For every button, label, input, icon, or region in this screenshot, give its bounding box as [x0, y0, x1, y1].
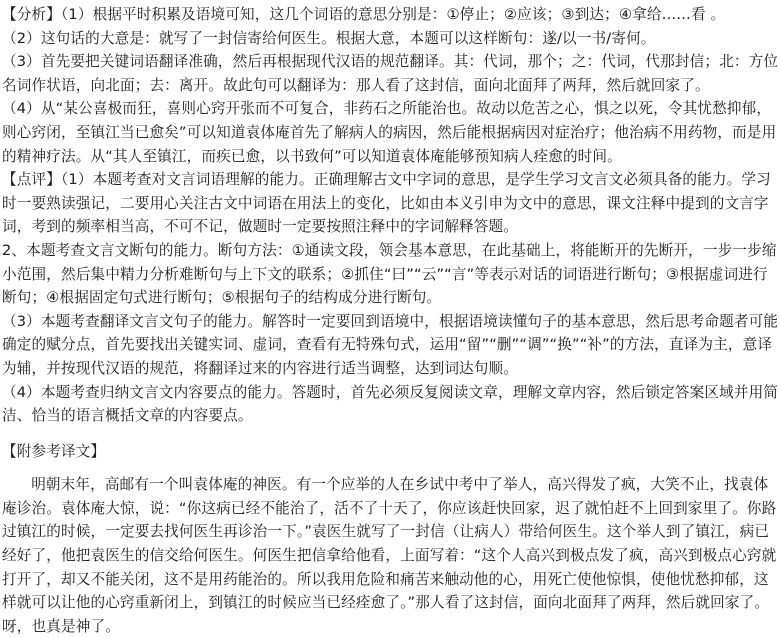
comment-paragraph-4: （4）本题考查归纳文言文内容要点的能力。答题时，首先必须反复阅读文章，理解文章内容，然后锁定答案区域并用简洁、恰当的语言概括文章的内容要点。 — [2, 383, 779, 425]
comment-paragraph-3: （3）本题考查翻译文言文句子的能力。解答时一定要回到语境中，根据语境读懂句子的基本意思，然后思考命题者可能确定的赋分点，首先要找出关键实词、虚词，查看有无特殊句式，运用“留”“删”“调”“换”“补”的方法，直译为主，意译为辅，并按现代汉语的规范，将翻译过来的内容进行适当调整，达到词达句顺。 — [2, 312, 779, 377]
comment-paragraph-2: 2、本题考查文言文断句的能力。断句方法：①通读文段，领会基本意思，在此基础上，将能断开的先断开，一步一步缩小范围，然后集中精力分析难断句与上下文的联系；②抓住“曰”“云”“言”等表示对话的词语进行断句；③根据虚词进行断句；④根据固定句式进行断句；⑤根据句子的结构成分进行断句。 — [2, 241, 777, 307]
analysis-paragraph-1: 【分析】（1）根据平时积累及语境可知，这几个词语的意思分别是：①停止；②应该；③到达；④拿给……看 。 — [2, 6, 726, 23]
analysis-paragraph-3: （3）首先要把关键词语翻译准确，然后再根据现代汉语的规范翻译。其：代词，那个；之：代词，代那封信；北：方位名词作状语，向北面；去：离开。故此句可以翻译为：那人看了这封信，面向北面拜了两拜，然后就回家了。 — [2, 53, 779, 94]
analysis-paragraph-2: （2）这句话的大意是：就写了一封信寄给何医生。根据大意，本题可以这样断句：遂/以一书/寄何。 — [2, 29, 656, 47]
heading-spacer — [2, 463, 780, 473]
translation-body: 明朝末年，高邮有一个叫袁体庵的神医。有一个应举的人在乡试中考中了举人，高兴得发了疯，大笑不止，找袁体庵诊治。袁体庵大惊，说：“你这病已经不能治了，活不了十天了，你应该赶快回家，迟了就怕赶不上回到家里了。你路过镇江的时候，一定要去找何医生再诊治一下。”袁医生就写了一封信（让病人）带给何医生。这个举人到了镇江，病已经好了，他把袁医生的信交给何医生。何医生把信拿给他看，上面写着：“这个人高兴到极点发了疯，高兴到极点心窍就打开了，却又不能关闭，这不是用药能治的。所以我用危险和痛苦来触动他的心，用死亡使他惊惧，使他忧愁抑郁，这样就可以让他的心窍重新闭上，到镇江的时候应当已经痊愈了。”那人看了这封信，面向北面拜了两拜，然后就回家了。呀，也真是神了。 — [2, 476, 777, 635]
section-spacer — [2, 428, 780, 440]
comment-section — [2, 168, 780, 428]
comment-paragraph-1: 【点评】（1）本题考查对文言词语理解的能力。正确理解古文中字词的意思，是学生学习文言文必须具备的能力。学习时一要熟读强记，二要用心关注古文中词语在用法上的变化，比如由本义引申为文中的意思，课文注释中提到的文言字词，考到的频率相当高，不可不记，做题时一定要按照注释中的字词解释答题。 — [2, 171, 771, 236]
translation-section — [2, 440, 780, 638]
analysis-paragraph-4: （4）从“某公喜极而狂，喜则心窍开张而不可复合，非药石之所能治也。故动以危苦之心，惧之以死，令其忧愁抑郁，则心窍闭，至镇江当已愈矣”可以知道袁体庵首先了解病人的病因，然后能根据病因对症治疗；他治病不用药物，而是用的精神疗法。从“其人至镇江，而疾已愈，以书致何”可以知道袁体庵能够预知病人痊愈的时间。 — [2, 100, 777, 165]
analysis-section — [2, 0, 780, 168]
translation-heading: 【附参考译文】 — [2, 442, 106, 460]
